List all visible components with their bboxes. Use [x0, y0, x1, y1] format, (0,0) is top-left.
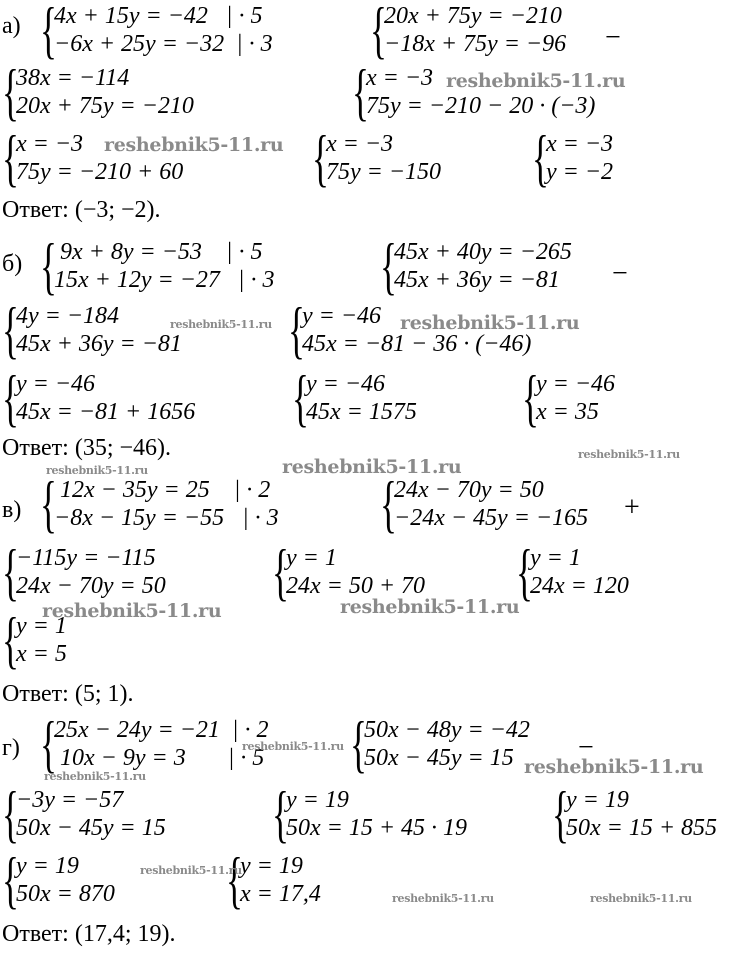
system-d-1: { 25x − 24y = −21 | · 2 10x − 9y = 3 | · 5 [40, 708, 269, 779]
equation: y = −46 [16, 371, 96, 397]
equation: 38x = −114 [16, 65, 130, 91]
equation: 75y = −150 [326, 159, 442, 185]
equation: 50x − 45y = 15 [364, 745, 514, 771]
watermark: reshebnik5-11.ru [392, 892, 494, 905]
part-label-d: г) [2, 735, 20, 761]
system-c-4: { y = 1 24x = 50 + 70 [272, 536, 426, 607]
equation: x = −3 [16, 131, 84, 157]
equation: 20x + 75y = −210 [16, 93, 194, 119]
equation: −24x − 45y = −165 [394, 505, 589, 531]
system-b-2: { 45x + 40y = −265 45x + 36y = −81 [380, 230, 572, 301]
equation: y = 1 [530, 545, 581, 571]
system-b-5: { y = −46 45x = −81 + 1656 [2, 362, 196, 433]
watermark: reshebnik5-11.ru [104, 134, 284, 156]
equation: y = −2 [546, 159, 614, 185]
equation: y = 19 [16, 853, 79, 879]
system-b-1: { 9x + 8y = −53 | · 5 15x + 12y = −27 | · 3 [40, 230, 275, 301]
equation: x = 35 [536, 399, 599, 425]
system-a-2: { 20x + 75y = −210 −18x + 75y = −96 [370, 0, 567, 65]
watermark: reshebnik5-11.ru [524, 756, 704, 778]
watermark: reshebnik5-11.ru [590, 892, 692, 905]
equation: x = −3 [326, 131, 394, 157]
equation: 4y = −184 [16, 303, 120, 329]
operation-sign: − [605, 22, 621, 53]
equation: x = −3 [366, 65, 434, 91]
watermark: reshebnik5-11.ru [578, 448, 680, 461]
answer-b: Ответ: (35; −46). [2, 435, 172, 461]
equation: y = 19 [566, 787, 629, 813]
equation: 45x = −81 + 1656 [16, 399, 196, 425]
equation: 45x + 40y = −265 [394, 239, 572, 265]
watermark: reshebnik5-11.ru [340, 596, 520, 618]
answer-a: Ответ: (−3; −2). [2, 197, 161, 223]
equation: x = 5 [16, 641, 67, 667]
equation: y = −46 [302, 303, 382, 329]
watermark: reshebnik5-11.ru [42, 600, 222, 622]
watermark: reshebnik5-11.ru [400, 312, 580, 334]
operation-sign: − [612, 258, 628, 289]
equation: −6x + 25y = −32 | · 3 [54, 31, 273, 57]
part-label-c: в) [2, 497, 22, 523]
equation: 50x = 15 + 45 · 19 [286, 815, 468, 841]
equation: 12x − 35y = 25 | · 2 [54, 477, 271, 503]
watermark: reshebnik5-11.ru [46, 464, 148, 477]
system-c-1: { 12x − 35y = 25 | · 2 −8x − 15y = −55 | · 3 [40, 468, 279, 539]
equation: 50x − 45y = 15 [16, 815, 166, 841]
equation: −3y = −57 [16, 787, 124, 813]
system-c-2: { 24x − 70y = 50 −24x − 45y = −165 [380, 468, 589, 539]
part-label-a: а) [2, 13, 21, 39]
equation: −115y = −115 [16, 545, 156, 571]
equation: 24x − 70y = 50 [394, 477, 544, 503]
system-a-3: { 38x = −114 20x + 75y = −210 [2, 56, 194, 127]
equation: −8x − 15y = −55 | · 3 [54, 505, 279, 531]
equation: −18x + 75y = −96 [384, 31, 567, 57]
system-c-5: { y = 1 24x = 120 [516, 536, 629, 607]
watermark: reshebnik5-11.ru [140, 864, 242, 877]
system-d-6: { y = 19 50x = 870 [2, 844, 115, 915]
system-a-1: { 4x + 15y = −42 | · 5 −6x + 25y = −32 | · 3 [40, 0, 273, 65]
equation: 10x − 9y = 3 | · 5 [54, 745, 265, 771]
equation: y = −46 [536, 371, 616, 397]
equation: 50x = 15 + 855 [566, 815, 718, 841]
equation: 45x + 36y = −81 [16, 331, 182, 357]
equation: 45x = 1575 [306, 399, 417, 425]
equation: 20x + 75y = −210 [384, 3, 562, 29]
system-b-7: { y = −46 x = 35 [522, 362, 616, 433]
system-c-3: { −115y = −115 24x − 70y = 50 [2, 536, 166, 607]
equation: 75y = −210 + 60 [16, 159, 184, 185]
equation: 45x + 36y = −81 [394, 267, 560, 293]
watermark: reshebnik5-11.ru [446, 70, 626, 92]
equation: 45x = −81 − 36 · (−46) [302, 331, 532, 357]
equation: 24x − 70y = 50 [16, 573, 166, 599]
equation: 9x + 8y = −53 | · 5 [54, 239, 263, 265]
system-d-5: { y = 19 50x = 15 + 855 [552, 778, 718, 849]
system-a-5: { x = −3 75y = −210 + 60 [2, 122, 184, 193]
answer-c: Ответ: (5; 1). [2, 681, 134, 707]
watermark: reshebnik5-11.ru [44, 770, 146, 783]
operation-sign: − [578, 732, 594, 763]
system-a-6: { x = −3 75y = −150 [312, 122, 442, 193]
system-b-4: { y = −46 45x = −81 − 36 · (−46) [288, 294, 532, 365]
watermark: reshebnik5-11.ru [170, 318, 272, 331]
system-d-2: { 50x − 48y = −42 50x − 45y = 15 [350, 708, 530, 779]
operation-sign: + [624, 492, 640, 523]
equation: y = 19 [240, 853, 303, 879]
equation: 75y = −210 − 20 · (−3) [366, 93, 596, 119]
answer-d: Ответ: (17,4; 19). [2, 921, 176, 947]
equation: 50x = 870 [16, 881, 115, 907]
watermark: reshebnik5-11.ru [282, 456, 462, 478]
system-a-4: { x = −3 75y = −210 − 20 · (−3) [352, 56, 596, 127]
part-label-b: б) [2, 251, 23, 277]
equation: 50x − 48y = −42 [364, 717, 530, 743]
equation: 25x − 24y = −21 | · 2 [54, 717, 269, 743]
equation: x = −3 [546, 131, 614, 157]
equation: 24x = 120 [530, 573, 629, 599]
equation: y = −46 [306, 371, 386, 397]
equation: 15x + 12y = −27 | · 3 [54, 267, 275, 293]
equation: y = 19 [286, 787, 349, 813]
equation: 4x + 15y = −42 | · 5 [54, 3, 263, 29]
watermark: reshebnik5-11.ru [242, 740, 344, 753]
system-c-6: { y = 1 x = 5 [2, 604, 67, 675]
equation: y = 1 [286, 545, 337, 571]
system-a-7: { x = −3 y = −2 [532, 122, 614, 193]
system-d-4: { y = 19 50x = 15 + 45 · 19 [272, 778, 468, 849]
equation: 24x = 50 + 70 [286, 573, 426, 599]
equation: x = 17,4 [240, 881, 321, 907]
equation: y = 1 [16, 613, 67, 639]
system-d-7: { y = 19 x = 17,4 [226, 844, 321, 915]
system-d-3: { −3y = −57 50x − 45y = 15 [2, 778, 166, 849]
system-b-6: { y = −46 45x = 1575 [292, 362, 417, 433]
system-b-3: { 4y = −184 45x + 36y = −81 [2, 294, 182, 365]
